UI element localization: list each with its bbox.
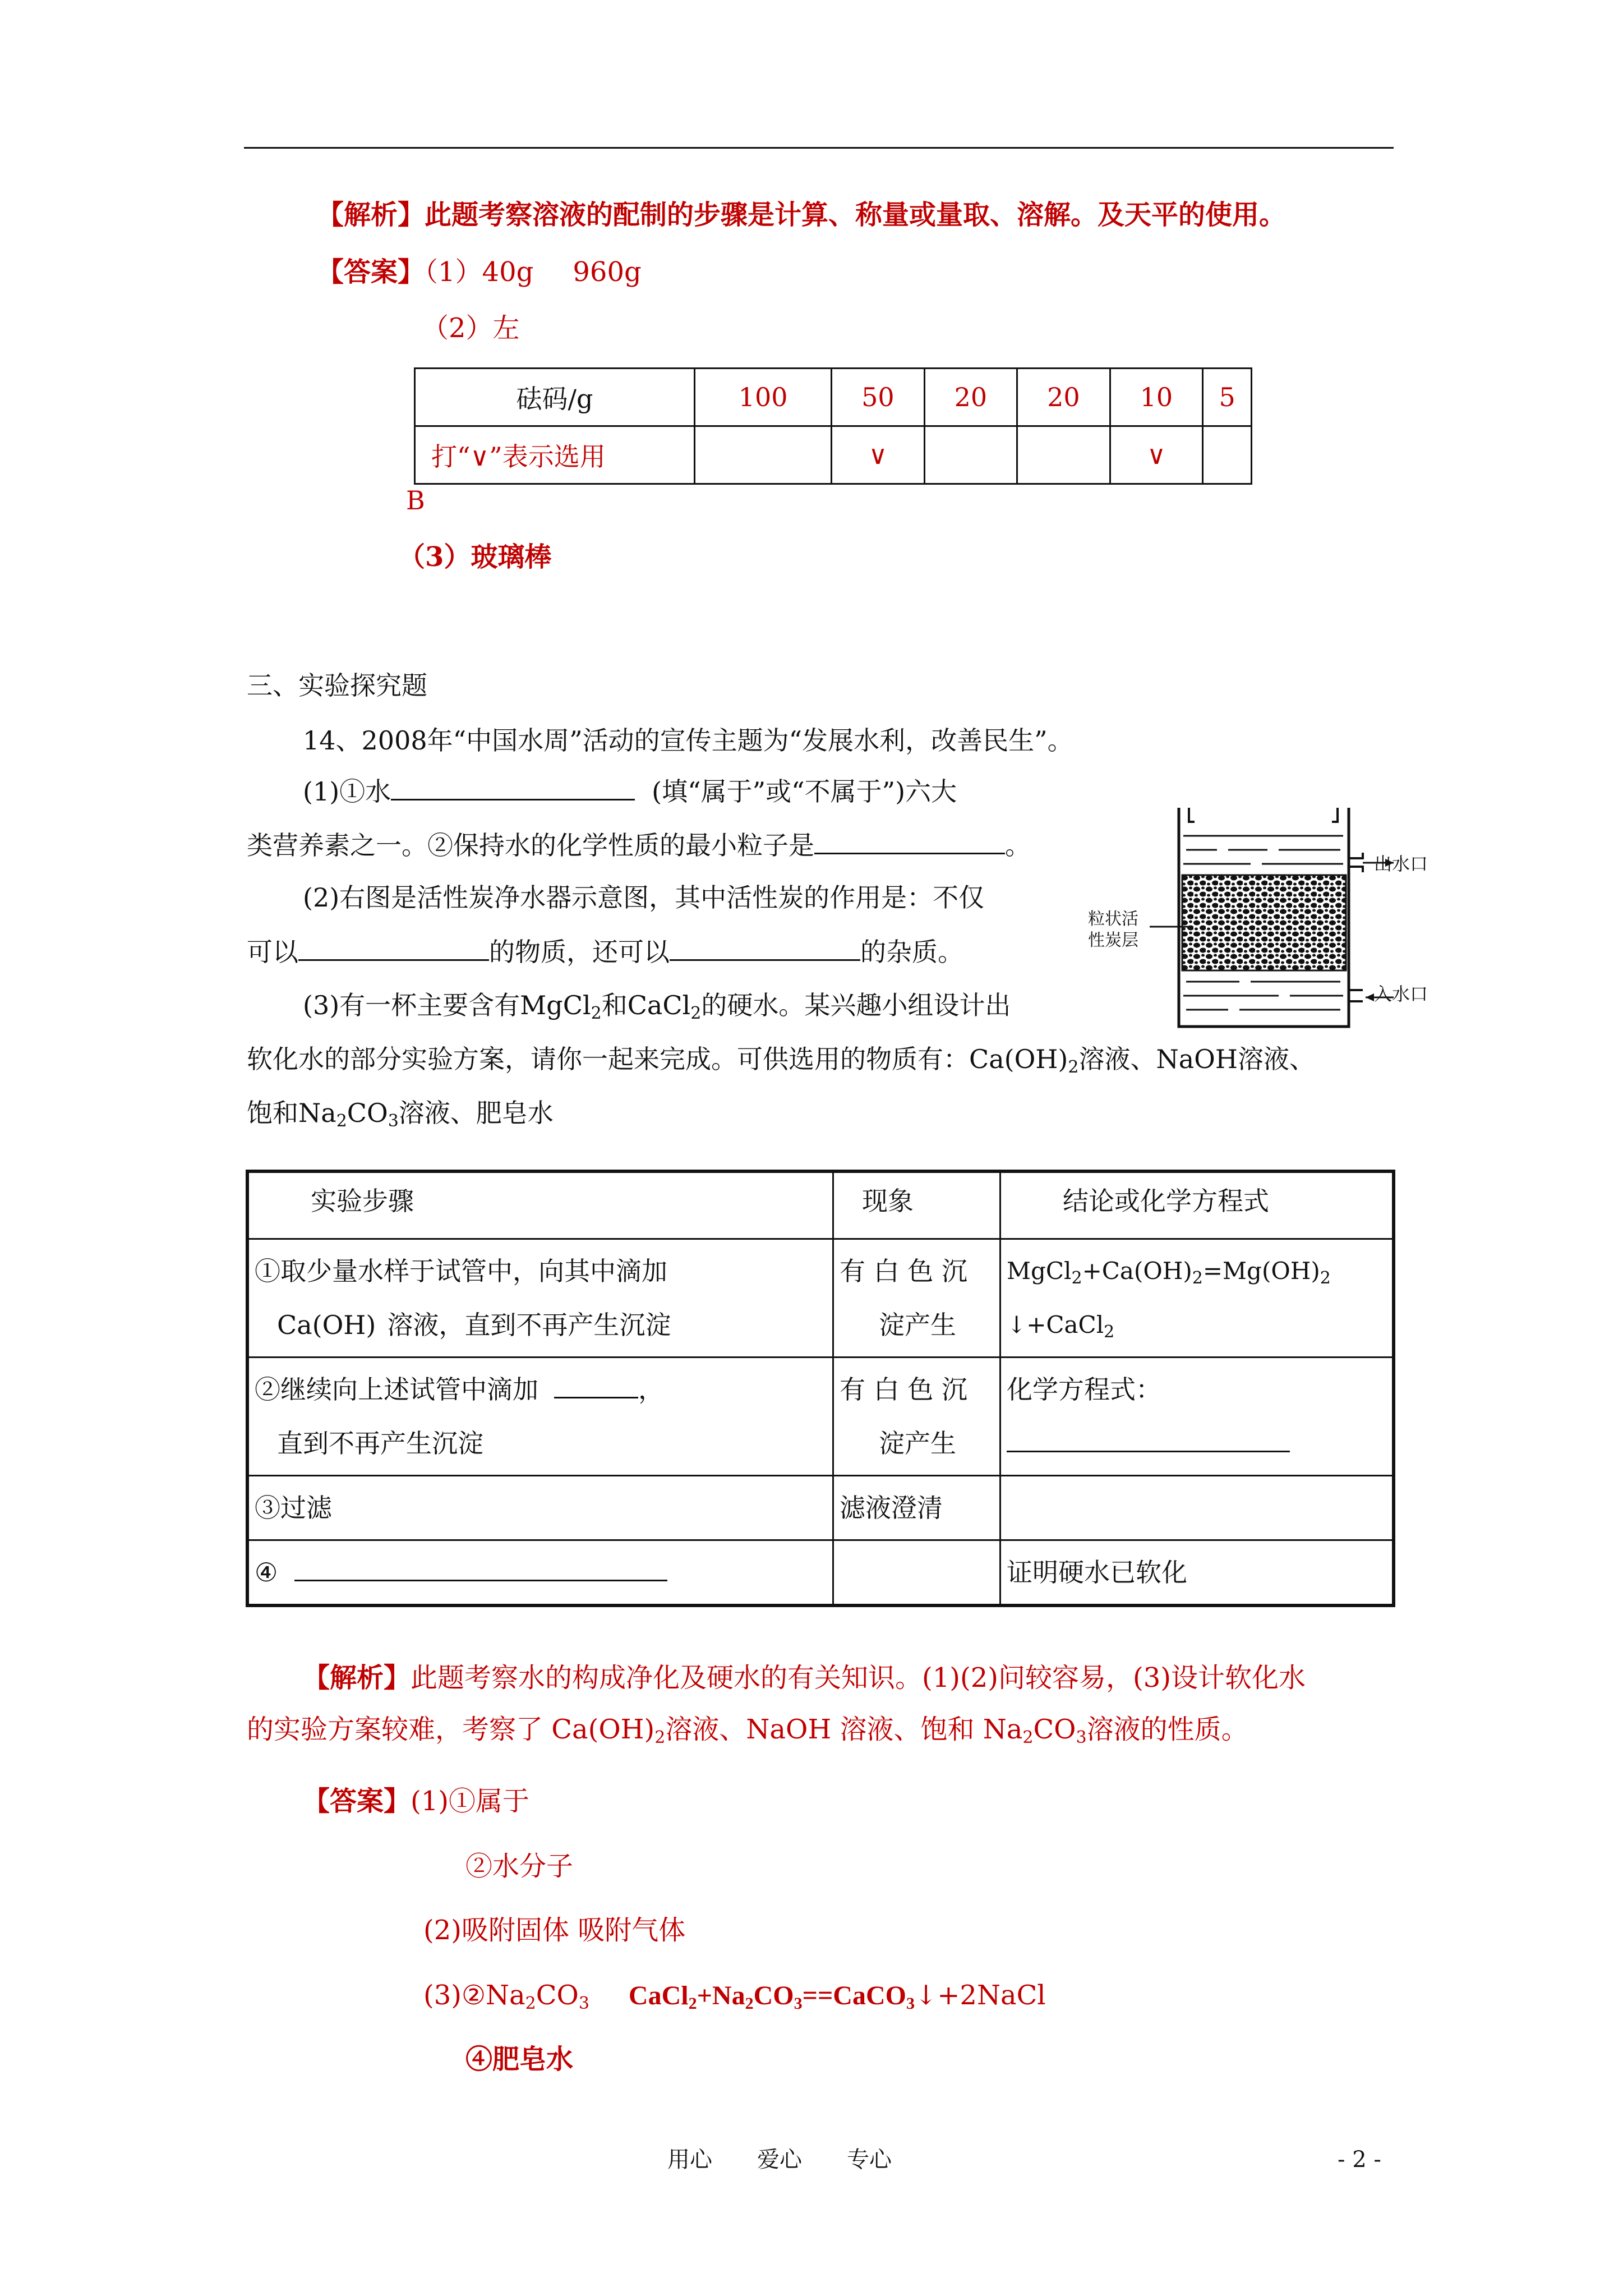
- outlet-label: 出水口: [1374, 853, 1428, 875]
- exp-phenomenon: 滤液澄清: [833, 1476, 1000, 1540]
- answer-blank[interactable]: [391, 774, 635, 800]
- exp-step: [247, 1540, 833, 1606]
- q14-p2a: (2)右图是活性炭净水器示意图，其中活性炭的作用是：不仅: [303, 882, 985, 913]
- text: MgCl: [1007, 1257, 1072, 1285]
- mark-cell: [1017, 426, 1110, 484]
- carbon-layer: [1182, 875, 1346, 970]
- text: ↓+CaCl: [1007, 1311, 1104, 1338]
- exp-row-1: [247, 1239, 1394, 1358]
- mark-cell: [1203, 426, 1252, 484]
- answer-2-a2: ②水分子: [465, 1851, 574, 1882]
- mark-cell: ∨: [1110, 426, 1203, 484]
- exp-header: 实验步骤: [247, 1171, 833, 1239]
- q14-p1b: (填“属于”或“不属于”)六大: [652, 776, 957, 807]
- subscript: 2: [1068, 1057, 1079, 1077]
- text: ④: [255, 1557, 278, 1588]
- text: ，: [638, 1374, 664, 1405]
- exp-header: 现象: [833, 1171, 1000, 1239]
- text: (1)①属于: [411, 1786, 530, 1817]
- weight-cell: 10: [1110, 369, 1203, 426]
- text: 软化水的部分实验方案，请你一起来完成。可供选用的物质有：Ca(OH): [247, 1044, 1068, 1074]
- carbon-layer-label: [1088, 909, 1138, 951]
- text: 的实验方案较难，考察了 Ca(OH): [247, 1714, 655, 1745]
- analysis-text: 此题考察溶液的配制的步骤是计算、称量或量取、溶解。及天平的使用。: [425, 199, 1287, 231]
- weight-cell: 20: [924, 369, 1017, 426]
- label-line: 粒状活: [1088, 909, 1138, 929]
- step-line: [255, 1363, 827, 1416]
- weights-table: [414, 367, 1252, 485]
- answer-b-label: B: [406, 485, 425, 516]
- text: CO: [536, 1980, 579, 2011]
- exp-conclusion: [1000, 1476, 1394, 1540]
- answer-2-a4: $(3)②Na_2CO_3$ $CaCl_2+Na_2CO_3==CaCO_3↓+2NaCl$: [423, 1980, 1046, 2013]
- exp-step: [247, 1358, 833, 1476]
- exp-step: [247, 1239, 833, 1358]
- text: (3)②Na: [423, 1980, 525, 2011]
- q14-p1c: 类营养素之一。②保持水的化学性质的最小粒子是: [247, 830, 814, 861]
- weight-cell: 5: [1203, 369, 1252, 426]
- exp-conclusion: $MgCl_2+Ca(OH)_2=Mg(OH)_2$ ↓+CaCl$_2$: [1000, 1239, 1394, 1358]
- subscript: 2: [336, 1111, 347, 1131]
- exp-conclusion: [1000, 1358, 1394, 1476]
- q14-part3-line1: [303, 988, 1011, 1022]
- answer-blank[interactable]: [554, 1372, 638, 1398]
- text: CaCl: [628, 1981, 689, 2010]
- subscript: 3: [388, 1111, 399, 1131]
- q14-part2-line2: [247, 935, 963, 969]
- analysis-1: [317, 197, 1286, 232]
- exp-step: ③过滤: [247, 1476, 833, 1540]
- exp-row-2: [247, 1358, 1394, 1476]
- weight-cell: 50: [832, 369, 925, 426]
- analysis-2-line2: 的实验方案较难，考察了 $Ca(OH)_2$溶液、NaOH 溶液、饱和 $Na_2CO_3$溶液的性质。: [247, 1714, 1248, 1747]
- text: +Ca(OH): [1082, 1257, 1192, 1285]
- text: CO: [1033, 1714, 1076, 1745]
- footer-slogan: 用心 爱心 专心: [667, 2147, 892, 2173]
- answer-part1: （1）40g: [425, 256, 534, 288]
- exp-header: 结论或化学方程式: [1000, 1171, 1394, 1239]
- exp-phenomenon: [833, 1239, 1000, 1358]
- q14-part1-line1: [303, 774, 957, 808]
- weights-mark-row: [415, 426, 1252, 484]
- answer-blank[interactable]: [298, 935, 489, 961]
- exp-row-4: [247, 1540, 1394, 1606]
- weight-cell: 20: [1017, 369, 1110, 426]
- text: Ca(OH): [277, 1310, 376, 1340]
- answer-2-a3: (2)吸附固体 吸附气体: [423, 1915, 686, 1946]
- text: 和CaCl: [601, 990, 691, 1020]
- page-number: - 2 -: [1338, 2147, 1381, 2173]
- q14-p2d: 的杂质。: [860, 937, 963, 967]
- weights-header-label: 砝码/g: [415, 369, 695, 426]
- phen-line: 有 白 色 沉: [840, 1256, 967, 1286]
- subscript: 2: [690, 1004, 702, 1023]
- exp-phenomenon: [833, 1540, 1000, 1606]
- text: 饱和Na: [247, 1098, 336, 1128]
- exp-phenomenon: [833, 1358, 1000, 1476]
- text: 溶液、NaOH溶液、: [1078, 1044, 1315, 1074]
- text: 溶液的性质。: [1086, 1714, 1248, 1745]
- answer-1-line1: [317, 255, 642, 289]
- exp-header-row: [247, 1171, 1394, 1239]
- q14-part3-line3: [247, 1096, 554, 1130]
- answer-2-line1: [303, 1784, 529, 1819]
- label-line: 性炭层: [1088, 931, 1138, 950]
- text: CO: [347, 1098, 388, 1128]
- text: CO: [753, 1981, 794, 2010]
- text: 溶液、肥皂水: [398, 1098, 554, 1128]
- phen-line: 淀产生: [879, 1310, 956, 1340]
- exp-conclusion: 证明硬水已软化: [1000, 1540, 1394, 1606]
- q14-part1-line2: [247, 828, 1031, 862]
- mark-cell: [924, 426, 1017, 484]
- text: =Mg(OH): [1202, 1257, 1320, 1285]
- text: 此题考察水的构成净化及硬水的有关知识。(1)(2)问较容易，(3)设计软化水: [411, 1662, 1306, 1694]
- q14-p1a: (1)①水: [303, 776, 391, 807]
- mark-cell: [695, 426, 832, 484]
- answer-part3: （3）玻璃棒: [398, 541, 552, 573]
- answer-part1b: 960g: [573, 256, 642, 288]
- inlet-label: 入水口: [1374, 983, 1428, 1005]
- step-line: ①取少量水样于试管中，向其中滴加: [255, 1256, 667, 1286]
- q14-p1d: 。: [1005, 830, 1031, 861]
- answer-tag: 【答案】: [317, 256, 425, 288]
- text: 化学方程式：: [1007, 1374, 1161, 1405]
- answer-blank[interactable]: [294, 1555, 667, 1581]
- text: (3)有一杯主要含有MgCl: [303, 990, 591, 1020]
- answer-blank[interactable]: [1007, 1426, 1290, 1452]
- q14-part3-line2: [247, 1042, 1315, 1076]
- text: ②继续向上述试管中滴加: [255, 1374, 538, 1405]
- text: 溶液、NaOH 溶液、饱和 Na: [665, 1714, 1023, 1745]
- q14-p2c: 的物质，还可以: [489, 937, 670, 967]
- answer-blank[interactable]: [814, 828, 1005, 854]
- analysis-tag: 【解析】: [303, 1662, 411, 1694]
- weights-header-row: [415, 369, 1252, 426]
- text: +Na: [697, 1981, 745, 2010]
- text: 的硬水。某兴趣小组设计出: [701, 990, 1011, 1020]
- phen-line: 有 白 色 沉: [840, 1374, 967, 1405]
- q14-p2b: 可以: [247, 937, 298, 967]
- step-line: 直到不再产生沉淀: [277, 1428, 483, 1458]
- text: ↓+2NaCl: [914, 1980, 1046, 2011]
- answer-2-a5: ④肥皂水: [465, 2044, 574, 2075]
- analysis-tag: 【解析】: [317, 199, 425, 231]
- phen-line: 淀产生: [879, 1428, 956, 1458]
- section-heading: 三、实验探究题: [247, 670, 427, 701]
- q14-stem: 14、2008年“中国水周”活动的宣传主题为“发展水利，改善民生”。: [303, 725, 1073, 756]
- subscript: 2: [591, 1004, 602, 1023]
- exp-row-3: [247, 1476, 1394, 1540]
- answer-blank[interactable]: [670, 935, 860, 961]
- text: ==CaCO: [802, 1981, 906, 2010]
- analysis-2-line1: [303, 1660, 1306, 1695]
- weights-row-label: 打“∨”表示选用: [415, 426, 695, 484]
- mark-cell: ∨: [832, 426, 925, 484]
- text: 溶液，直到不再产生沉淀: [387, 1310, 671, 1340]
- step-line: [255, 1298, 827, 1352]
- answer-part2: （2）左: [422, 312, 520, 344]
- experiment-table: [246, 1170, 1395, 1607]
- header-rule: [244, 147, 1394, 149]
- weight-cell: 100: [695, 369, 832, 426]
- answer-tag: 【答案】: [303, 1786, 411, 1817]
